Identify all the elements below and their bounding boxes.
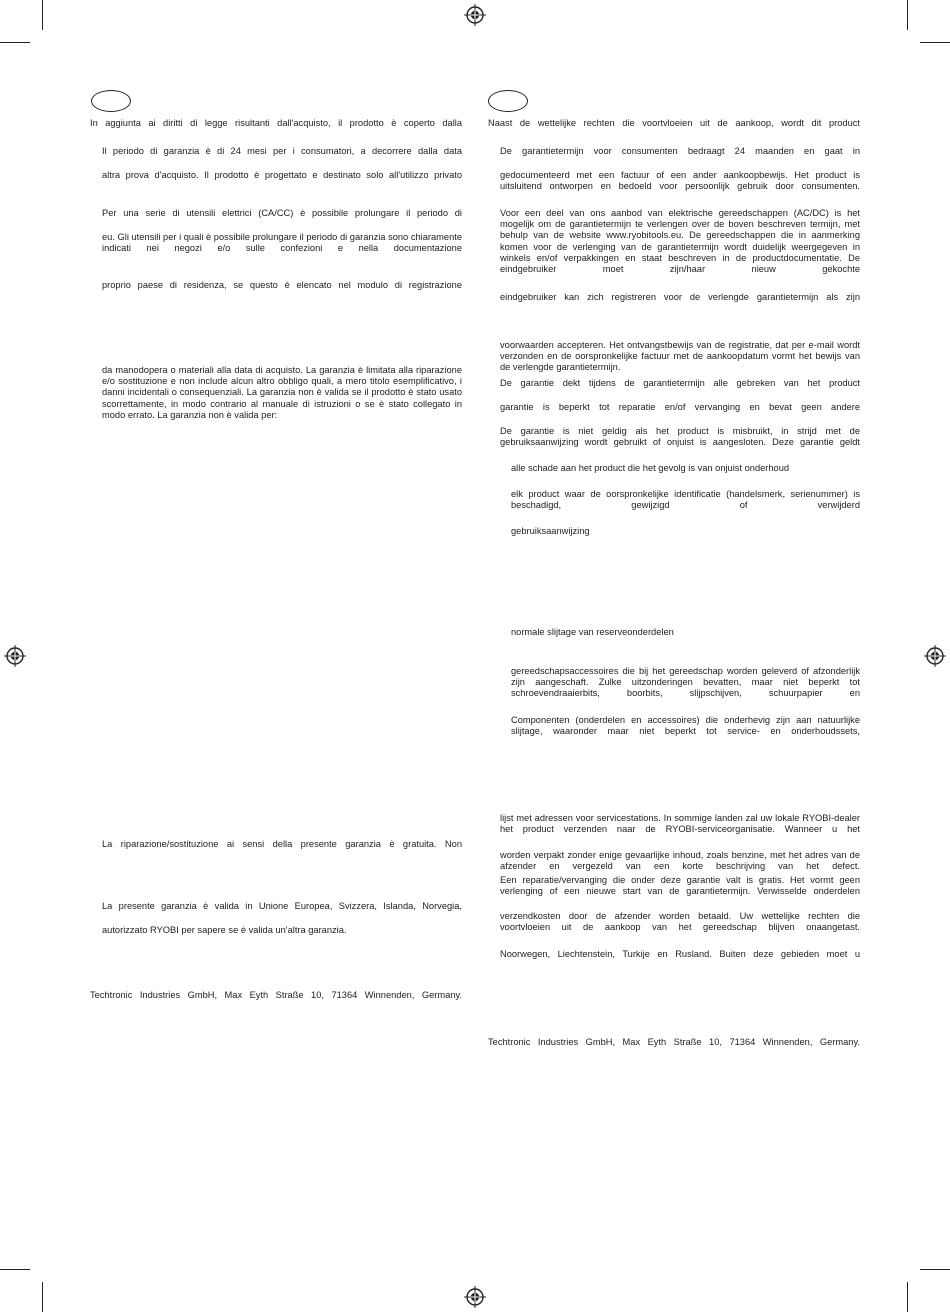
registration-mark-right-icon [924, 645, 946, 667]
italian-paragraph: autorizzato RYOBI per sapere se è valida un'altra garanzia. [102, 925, 347, 935]
italian-paragraph: altra prova d'acquisto. Il prodotto è progettato e destinato solo all'utilizzo privato [102, 170, 462, 180]
italian-paragraph: eu. Gli utensili per i quali è possibile prolungare il periodo di garanzia sono chiaramente indicati nei negozi e/o sulle confezioni e nella documentazione [102, 232, 462, 254]
italian-paragraph: da manodopera o materiali alla data di acquisto. La garanzia è limitata alla riparazione e/o sostituzione e non include alcun altro obbligo quali, a mero titolo esemplificativo, i danni incidentali o consequenziali. La garanzia non è valida se il prodotto è stato usato scorrettamente, in modo contrario al manuale di istruzioni o se è stato collegato in modo errato. La garanzia non è valida per: [102, 365, 462, 420]
dutch-exclusion-item: alle schade aan het product die het gevolg is van onjuist onderhoud [511, 463, 790, 473]
italian-paragraph: Per una serie di utensili elettrici (CA/CC) è possibile prolungare il periodo di [102, 208, 462, 218]
crop-mark-top-right-v [907, 0, 908, 30]
dutch-exclusion-item: normale slijtage van reserveonderdelen [511, 627, 674, 637]
registration-mark-top-icon [464, 4, 486, 26]
dutch-paragraph: De garantietermijn voor consumenten bedraagt 24 maanden en gaat in [500, 146, 860, 156]
crop-mark-bottom-left-h [0, 1269, 30, 1270]
dutch-company-address: Techtronic Industries GmbH, Max Eyth Straße 10, 71364 Winnenden, Germany. [488, 1037, 860, 1047]
registration-mark-bottom-icon [464, 1286, 486, 1308]
crop-mark-bottom-right-h [920, 1269, 950, 1270]
crop-mark-top-left-h [0, 42, 30, 43]
italian-paragraph: La riparazione/sostituzione ai sensi della presente garanzia è gratuita. Non [102, 839, 462, 849]
dutch-exclusion-item: gebruiksaanwijzing [511, 526, 590, 536]
crop-mark-top-right-h [920, 42, 950, 43]
dutch-paragraph: garantie is beperkt tot reparatie en/of vervanging en bevat geen andere [500, 402, 860, 412]
dutch-exclusion-item: elk product waar de oorspronkelijke identificatie (handelsmerk, serienummer) is beschadigd, gewijzigd of verwijderd [511, 489, 860, 511]
crop-mark-top-left-v [42, 0, 43, 30]
dutch-paragraph: worden verpakt zonder enige gevaarlijke inhoud, zoals benzine, met het adres van de afzender en vergezeld van een korte beschrijving van het defect. [500, 850, 860, 872]
italian-paragraph: proprio paese di residenza, se questo è elencato nel modulo di registrazione [102, 280, 462, 290]
dutch-paragraph: eindgebruiker kan zich registreren voor de verlengde garantietermijn als zijn [500, 292, 860, 302]
dutch-paragraph: De garantie dekt tijdens de garantietermijn alle gebreken van het product [500, 378, 860, 388]
dutch-paragraph: Voor een deel van ons aanbod van elektrische gereedschappen (AC/DC) is het mogelijk om de garantietermijn te verlengen over de boven beschreven termijn, met behulp van de website www.ryobitools.eu. De gereedschappen die in aanmerking komen voor de verlenging van de garantietermijn wordt duidelijk weergegeven in winkels en/of verpakkingen en staat beschreven in de productdocumentatie. De eindgebruiker moet zijn/haar nieuw gekochte [500, 208, 860, 275]
dutch-paragraph: Naast de wettelijke rechten die voortvloeien uit de aankoop, wordt dit product [488, 118, 860, 128]
italian-company-address: Techtronic Industries GmbH, Max Eyth Straße 10, 71364 Winnenden, Germany. [90, 990, 462, 1000]
dutch-paragraph: Een reparatie/vervanging die onder deze garantie valt is gratis. Het vormt geen verlenging of een nieuwe start van de garantietermijn. Verwisselde onderdelen [500, 875, 860, 897]
dutch-paragraph: Noorwegen, Liechtenstein, Turkije en Rusland. Buiten deze gebieden moet u [500, 949, 860, 959]
italian-paragraph: La presente garanzia è valida in Unione Europea, Svizzera, Islanda, Norvegia, [102, 901, 462, 911]
dutch-paragraph: lijst met adressen voor servicestations. In sommige landen zal uw lokale RYOBI-dealer het product verzenden naar de RYOBI-serviceorganisatie. Wanneer u het [500, 813, 860, 835]
dutch-paragraph: verzendkosten door de afzender worden betaald. Uw wettelijke rechten die voortvloeien uit de aankoop van het gereedschap blijven onaangetast. [500, 911, 860, 933]
dutch-paragraph: De garantie is niet geldig als het product is misbruikt, in strijd met de gebruiksaanwijzing wordt gebruikt of onjuist is aangesloten. Deze garantie geldt [500, 426, 860, 448]
dutch-paragraph: voorwaarden accepteren. Het ontvangstbewijs van de registratie, dat per e-mail wordt verzonden en de oorspronkelijke factuur met de aankoopdatum vormt het bewijs van de verlengde garantietermijn. [500, 340, 860, 373]
dutch-exclusion-item: gereedschapsaccessoires die bij het gereedschap worden geleverd of afzonderlijk zijn aangeschaft. Zulke uitzonderingen bevatten, maar niet beperkt tot schroevendraaierbits, boorbits, slijpschijven, schuurpapier en [511, 666, 860, 699]
dutch-warranty-column [488, 0, 860, 1312]
italian-paragraph: In aggiunta ai diritti di legge risultanti dall'acquisto, il prodotto è coperto dalla [90, 118, 462, 128]
italian-warranty-column [90, 0, 462, 1312]
registration-mark-left-icon [4, 645, 26, 667]
dutch-exclusion-item: Componenten (onderdelen en accessoires) die onderhevig zijn aan natuurlijke slijtage, waaronder maar niet beperkt tot service- en onderhoudssets, [511, 715, 860, 737]
italian-paragraph: Il periodo di garanzia è di 24 mesi per i consumatori, a decorrere dalla data [102, 146, 462, 156]
crop-mark-bottom-right-v [907, 1282, 908, 1312]
dutch-paragraph: gedocumenteerd met een factuur of een ander aankoopbewijs. Het product is uitsluitend ontworpen en bedoeld voor persoonlijk gebruik door consumenten. [500, 170, 860, 192]
crop-mark-bottom-left-v [42, 1282, 43, 1312]
